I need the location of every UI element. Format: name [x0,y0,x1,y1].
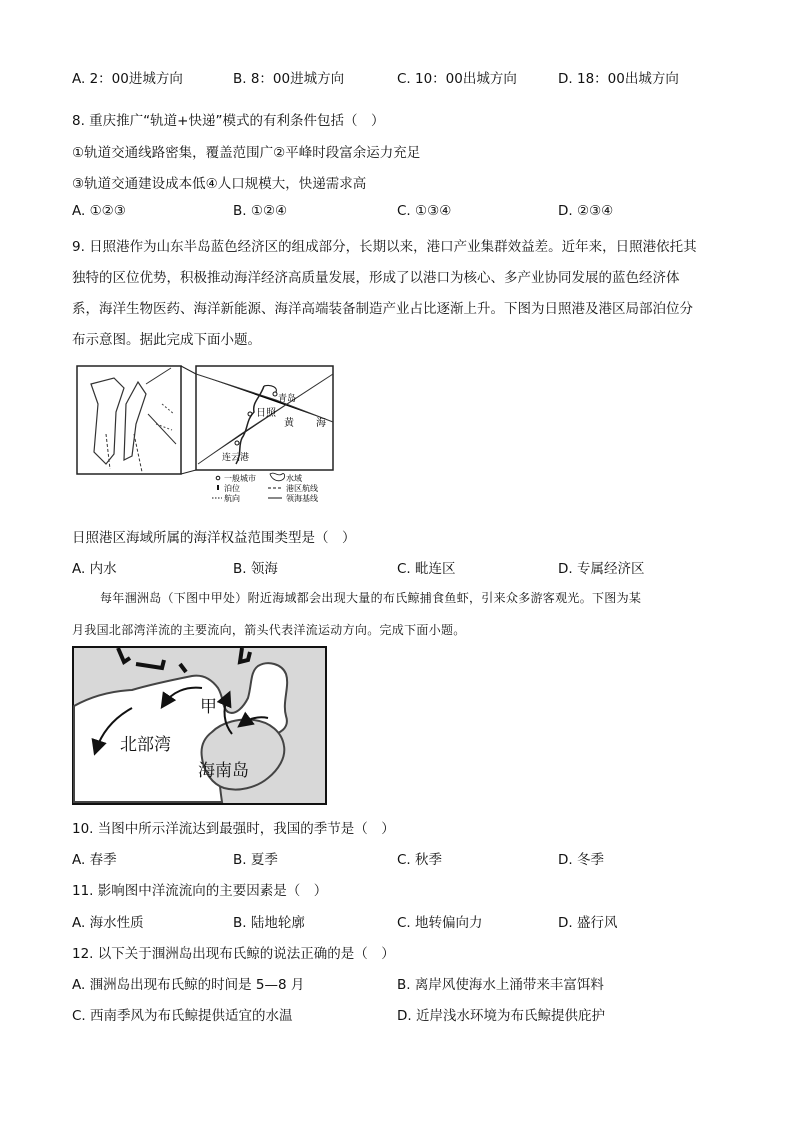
q8-conditions-1: ①轨道交通线路密集，覆盖范围广②平峰时段富余运力充足 [72,145,421,161]
map-label-rizhao: 日照 [256,408,276,419]
whale-intro-line-1: 每年涠洲岛（下图中甲处）附近海域都会出现大量的布氏鲸捕食鱼虾，引来众多游客观光。下图为某 [100,591,642,605]
q8-option-a: A. ①②③ [72,203,126,219]
q11-stem: 11. 影响图中洋流流向的主要因素是（ ） [72,883,328,899]
map2-label-beibu: 北部湾 [120,735,171,755]
q9-question: 日照港区海域所属的海洋权益范围类型是（ ） [72,530,356,546]
q10-stem: 10. 当图中所示洋流达到最强时，我国的季节是（ ） [72,821,395,837]
q11-option-d: D. 盛行风 [558,915,618,931]
q9-option-b: B. 领海 [233,561,278,577]
q7-option-b: B. 8：00进城方向 [233,71,345,87]
q7-option-a: A. 2：00进城方向 [72,71,183,87]
rizhao-port-map [76,364,338,514]
q11-option-a: A. 海水性质 [72,915,144,931]
q9-intro-line-4: 布示意图。据此完成下面小题。 [72,332,261,348]
q8-option-b: B. ①②④ [233,203,288,219]
beibu-gulf-map [72,646,327,805]
legend-water: 水域 [286,474,302,483]
q9-intro-line-3: 系，海洋生物医药、海洋新能源、海洋高端装备制造产业占比逐渐上升。下图为日照港及港区局部泊位分 [72,301,693,317]
legend-baseline: 领海基线 [286,494,318,503]
q10-option-a: A. 春季 [72,852,117,868]
q9-option-d: D. 专属经济区 [558,561,645,577]
q7-option-c: C. 10：00出城方向 [397,71,517,87]
legend-berth: 泊位 [224,484,240,493]
q11-option-c: C. 地转偏向力 [397,915,483,931]
legend-route: 港区航线 [286,484,318,493]
map2-label-jia: 甲 [200,697,217,717]
legend-city: 一般城市 [224,474,256,483]
q12-stem: 12. 以下关于涠洲岛出现布氏鲸的说法正确的是（ ） [72,946,395,962]
map-label-qingdao: 青岛 [278,394,297,404]
q12-option-d: D. 近岸浅水环境为布氏鲸提供庇护 [397,1008,605,1024]
q10-option-b: B. 夏季 [233,852,278,868]
q12-option-b: B. 离岸风使海水上涌带来丰富饵料 [397,977,604,993]
map-label-huang: 黄 [284,418,294,429]
q8-option-c: C. ①③④ [397,203,452,219]
q8-stem: 8. 重庆推广“轨道+快递”模式的有利条件包括（ ） [72,113,385,129]
q9-intro-line-2: 独特的区位优势，积极推动海洋经济高质量发展，形成了以港口为核心、多产业协同发展的蓝色经济体 [72,270,680,286]
q10-option-d: D. 冬季 [558,852,604,868]
legend-heading: 航向 [224,494,240,503]
q11-option-b: B. 陆地轮廓 [233,915,305,931]
map-label-hai: 海 [316,418,326,429]
q8-option-d: D. ②③④ [558,203,614,219]
q8-conditions-2: ③轨道交通建设成本低④人口规模大，快递需求高 [72,176,367,192]
whale-intro-line-2: 月我国北部湾洋流的主要流向，箭头代表洋流运动方向。完成下面小题。 [72,623,466,637]
q9-option-c: C. 毗连区 [397,561,456,577]
q12-option-a: A. 涠洲岛出现布氏鲸的时间是 5—8 月 [72,977,305,993]
q10-option-c: C. 秋季 [397,852,443,868]
q12-option-c: C. 西南季风为布氏鲸提供适宜的水温 [72,1008,293,1024]
q7-option-d: D. 18：00出城方向 [558,71,679,87]
map2-label-hainan: 海南岛 [198,761,249,781]
q9-intro-line-1: 9. 日照港作为山东半岛蓝色经济区的组成部分，长期以来，港口产业集群效益差。近年来，日照港依托其 [72,239,697,255]
map-label-lianyungang: 连云港 [222,453,250,463]
q9-option-a: A. 内水 [72,561,117,577]
